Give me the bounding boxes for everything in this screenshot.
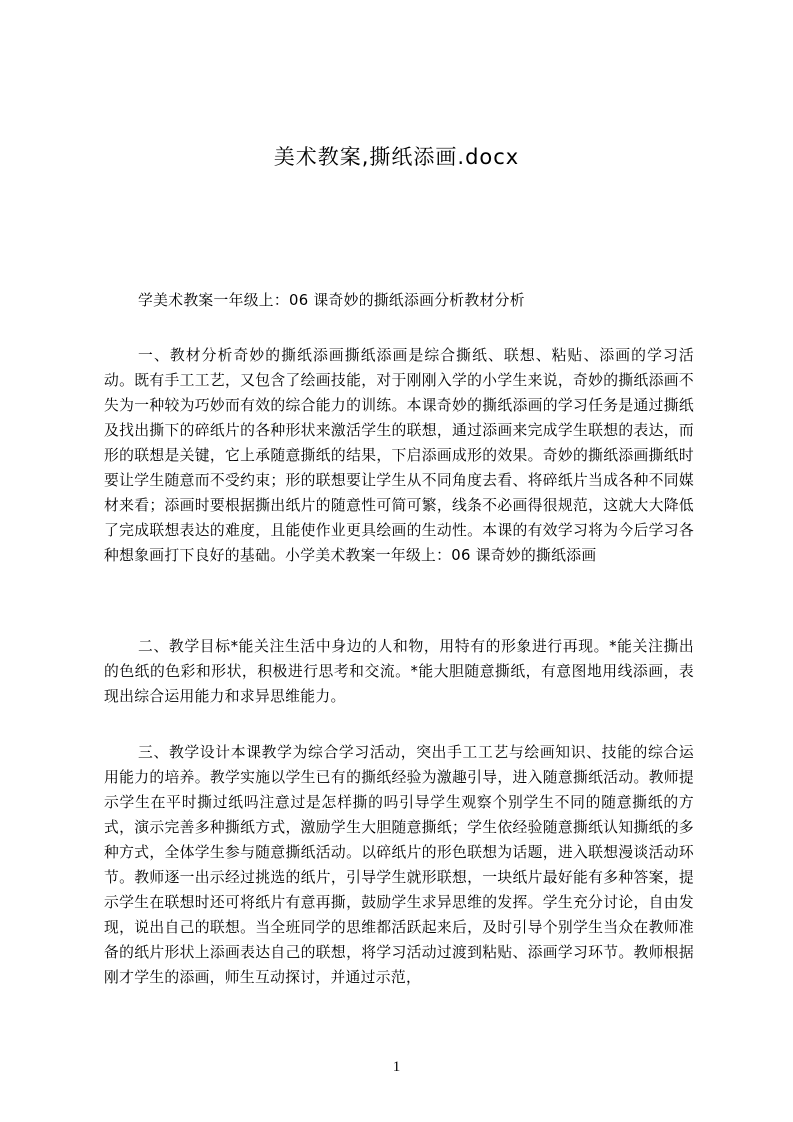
paragraph-teaching-goals: 二、教学目标*能关注生活中身边的人和物，用特有的形象进行再现。*能关注撕出的色纸的色彩和形状，积极进行思考和交流。*能大胆随意撕纸，有意图地用线添画，表现出综合运用能力和求异思维能力。: [104, 638, 694, 705]
paragraph-teaching-design: 三、教学设计本课教学为综合学习活动，突出手工工艺与绘画知识、技能的综合运用能力的培养。教学实施以学生已有的撕纸经验为激趣引导，进入随意撕纸活动。教师提示学生在平时撕过纸吗注意过是怎样撕的吗引导学生观察个别学生不同的随意撕纸的方式，演示完善多种撕纸方式，激励学生大胆随意撕纸；学生依经验随意撕纸认知撕纸的多种方式，全体学生参与随意撕纸活动。以碎纸片的形色联想为话题，进入联想漫谈活动环节。教师逐一出示经过挑选的纸片，引导学生就形联想，一块纸片最好能有多种答案，提示学生在联想时还可将纸片有意再撕，鼓励学生求异思维的发挥。学生充分讨论，自由发现，说出自己的联想。当全班同学的思维都活跃起来后，及时引导个别学生当众在教师准备的纸片形状上添画表达自己的联想，将学习活动过渡到粘贴、添画学习环节。教师根据刚才学生的添画，师生互动探讨，并通过示范，: [104, 744, 694, 986]
document-title: 美术教案,撕纸添画.docx: [273, 145, 520, 169]
paragraph-textbook-analysis: 一、教材分析奇妙的撕纸添画撕纸添画是综合撕纸、联想、粘贴、添画的学习活动。既有手工工艺，又包含了绘画技能，对于刚刚入学的小学生来说，奇妙的撕纸添画不失为一种较为巧妙而有效的综合能力的训练。本课奇妙的撕纸添画的学习任务是通过撕纸及找出撕下的碎纸片的各种形状来激活学生的联想，通过添画来完成学生联想的表达，而形的联想是关键，它上承随意撕纸的结果，下启添画成形的效果。奇妙的撕纸添画撕纸时要让学生随意而不受约束；形的联想要让学生从不同角度去看、将碎纸片当成各种不同媒材来看；添画时要根据撕出纸片的随意性可简可繁，线条不必画得很规范，这就大大降低了完成联想表达的难度，且能使作业更具绘画的生动性。本课的有效学习将为今后学习各种想象画打下良好的基础。小学美术教案一年级上：06 课奇妙的撕纸添画: [104, 347, 694, 564]
page-number: 1: [392, 1059, 401, 1075]
document-subtitle: 学美术教案一年级上：06 课奇妙的撕纸添画分析教材分析: [138, 292, 525, 309]
